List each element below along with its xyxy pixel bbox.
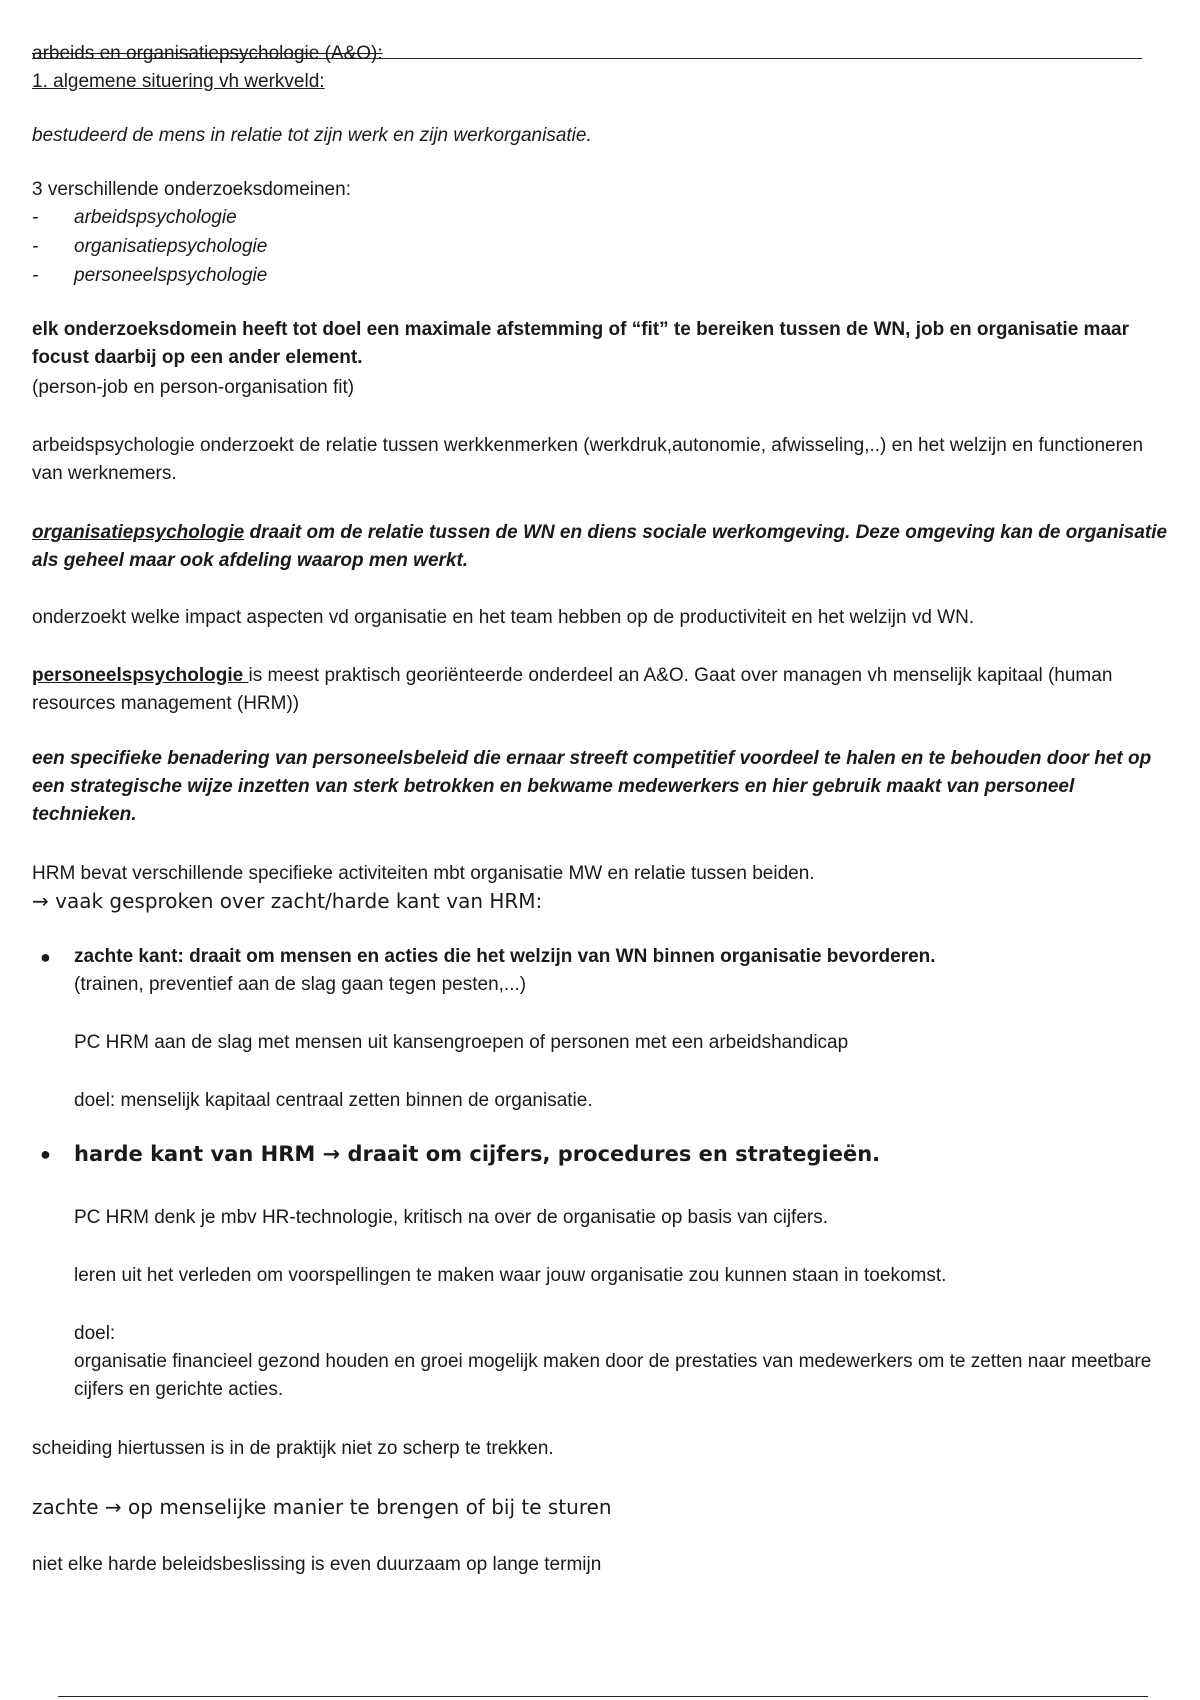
organisatie-paragraph [32,519,1172,575]
bullet-icon: ● [40,947,51,967]
personeel-paragraph [32,662,1172,718]
fit-statement: elk onderzoeksdomein heeft tot doel een maximale afstemming of “fit” te bereiken tussen de WN, job en organisatie maar focust daarbij op een ander element. [32,319,1129,368]
organisatie-term: organisatiepsychologie [32,522,245,543]
arbeid-paragraph: arbeidspsychologie onderzoekt de relatie tussen werkkenmerken (werkdruk,autonomie, afwisseling,..) en het welzijn en functioneren van werknemers. [32,435,1144,484]
impact-text: onderzoekt welke impact aspecten vd organisatie en het team hebben op de productiviteit en het welzijn vd WN. [32,607,975,628]
dash-marker: - [32,265,39,286]
domain-label: personeelspsychologie [74,265,268,286]
section-heading: 1. algemene situering vh werkveld: [32,71,325,92]
domain-label: arbeidspsychologie [74,207,237,228]
hrm-line: HRM bevat verschillende specifieke activiteiten mbt organisatie MW en relatie tussen beiden. [32,863,815,884]
domain-item [32,262,267,290]
zacht-heading: zachte kant: draait om mensen en acties die het welzijn van WN binnen organisatie bevorderen. [74,946,936,967]
scheiding-text: scheiding hiertussen is in de praktijk niet zo scherp te trekken. [32,1438,554,1459]
personeel-term: personeelspsychologie [32,665,249,686]
intro-text: bestudeerd de mens in relatie tot zijn werk en zijn werkorganisatie. [32,125,592,146]
domain-item [32,233,267,261]
dash-marker: - [32,207,39,228]
hard-heading: harde kant van HRM → draait om cijfers, procedures en strategieën. [74,1142,881,1166]
footer-rule [58,1696,1148,1697]
domain-item [32,204,237,232]
doc-title: arbeids en organisatiepsychologie (A&O): [32,43,383,64]
personeel-text: is meest praktisch georiënteerde onderdeel an A&O. Gaat over managen vh menselijk kapitaal (human resources management (HRM)) [32,665,1113,714]
dash-marker: - [32,236,39,257]
zacht-pc: PC HRM aan de slag met mensen uit kansengroepen of personen met een arbeidshandicap [74,1032,849,1053]
organisatie-text: draait om de relatie tussen de WN en diens sociale werkomgeving. Deze omgeving kan de organisatie als geheel maar ook afdeling waarop men werkt. [32,522,1168,571]
hard-doel-text: organisatie financieel gezond houden en groei mogelijk maken door de prestaties van medewerkers om te zetten naar meetbare cijfers en gerichte acties. [74,1351,1152,1400]
domains-heading: 3 verschillende onderzoeksdomeinen: [32,179,351,200]
hrm-arrow-line: → vaak gesproken over zacht/harde kant van HRM: [32,889,543,913]
hrm-definition: een specifieke benadering van personeelsbeleid die ernaar streeft competitief voordeel te halen en te behouden door het op een strategische wijze inzetten van sterk betrokken en bekwame medewerkers en hier gebruik maakt van personeel technieken. [32,748,1152,825]
hard-pc: PC HRM denk je mbv HR-technologie, kritisch na over de organisatie op basis van cijfers. [74,1207,828,1228]
zacht-doel: doel: menselijk kapitaal centraal zetten binnen de organisatie. [74,1090,593,1111]
zacht-examples: (trainen, preventief aan de slag gaan tegen pesten,...) [74,974,527,995]
hard-doel-label: doel: [74,1323,116,1344]
zachte-text: zachte → op menselijke manier te brengen of bij te sturen [32,1495,612,1519]
hard-leren: leren uit het verleden om voorspellingen te maken waar jouw organisatie zou kunnen staan in toekomst. [74,1265,947,1286]
domain-label: organisatiepsychologie [74,236,268,257]
fit-note: (person-job en person-organisation fit) [32,377,355,398]
niet-text: niet elke harde beleidsbeslissing is even duurzaam op lange termijn [32,1554,602,1575]
bullet-icon: ● [40,1144,51,1164]
